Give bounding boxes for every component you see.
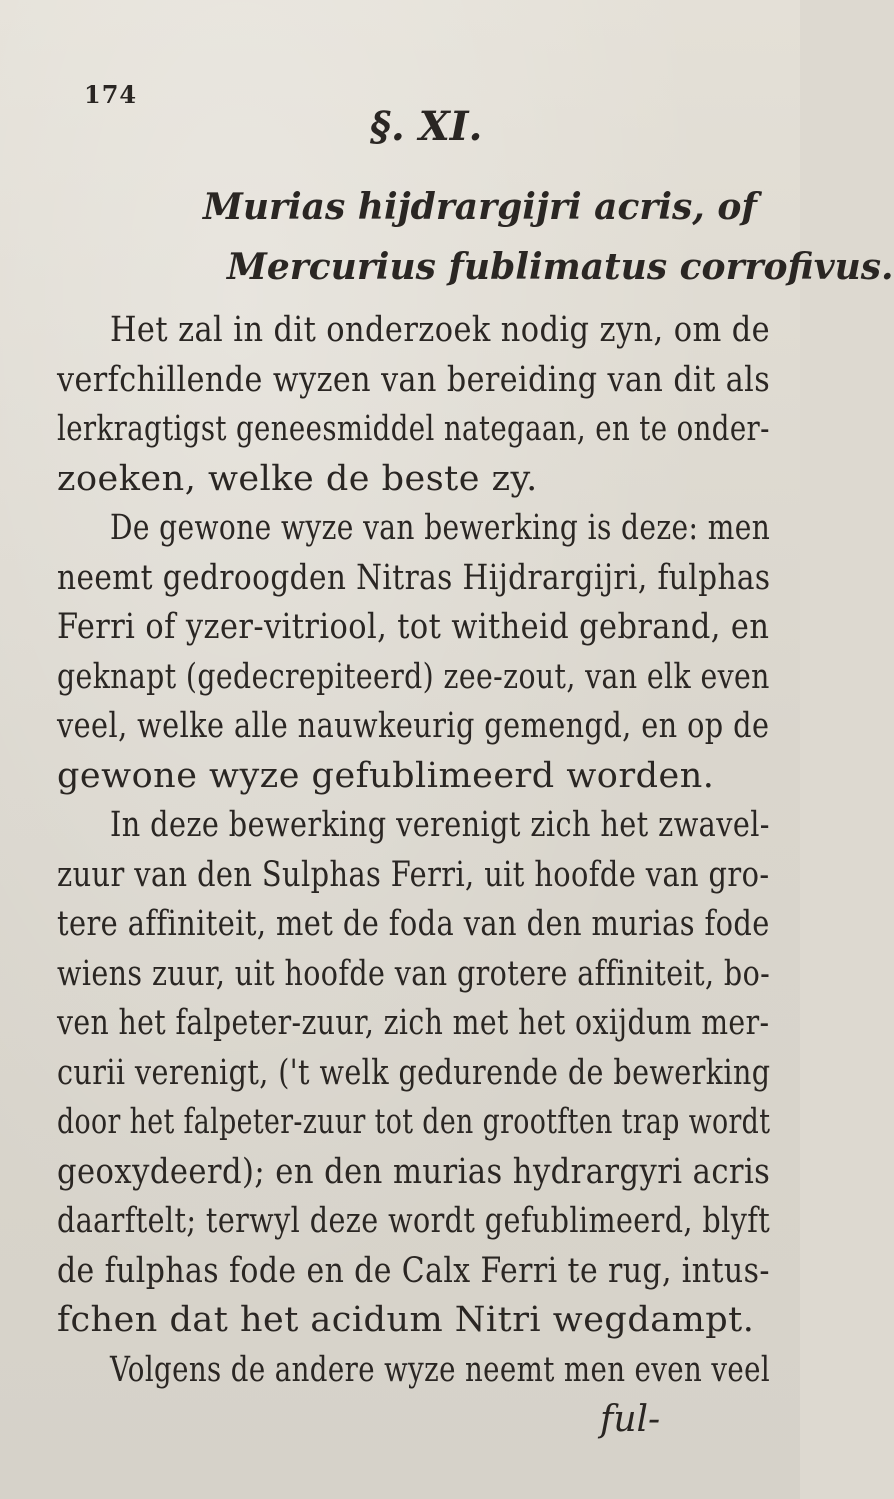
catchword: ful-: [600, 1399, 661, 1440]
book-page: 174 §. XI. Murias hijdrargijri acris, of Mercurius fublimatus corrofivus. Het zal in dit onderzoek nodig zyn, om de verfchillende wyzen van bereiding van dit als lerkragtigst geneesmiddel nategaan, en te onder- zoeken, welke de beste zy. De gewone wyze van bewerking is deze: men neemt gedroogden Nitras Hijdrargijri, fulphas Ferri of yzer-vitriool, tot witheid gebrand, en geknapt (gedecrepiteerd) zee-zout, van elk even veel, welke alle nauwkeurig gemengd, en op de gewone wyze gefublimeerd worden. In deze bewerking verenigt zich het zwavel- zuur van den Sulphas Ferri, uit hoofde van gro- tere affiniteit, met de foda van den murias fode wiens zuur, uit hoofde van grotere affiniteit, bo- ven het falpeter-zuur, zich met het oxijdum mer- curii verenigt, ('t welk gedurende de bewerking door het falpeter-zuur tot den grootften trap wordt geoxydeerd); en den murias hydrargyri acris daarftelt; terwyl deze wordt gefublimeerd, blyft de fulphas fode en de Calx Ferri te rug, intus- fchen dat het acidum Nitri wegdampt. Volgens de andere wyze neemt men even veel ful-: [0, 0, 800, 1499]
title-line-2: Mercurius fublimatus corrofivus.: [227, 246, 894, 288]
page-number: 174: [84, 80, 138, 109]
title-line-1: Murias hijdrargijri acris, of: [203, 186, 757, 228]
section-heading: §. XI.: [370, 103, 483, 150]
